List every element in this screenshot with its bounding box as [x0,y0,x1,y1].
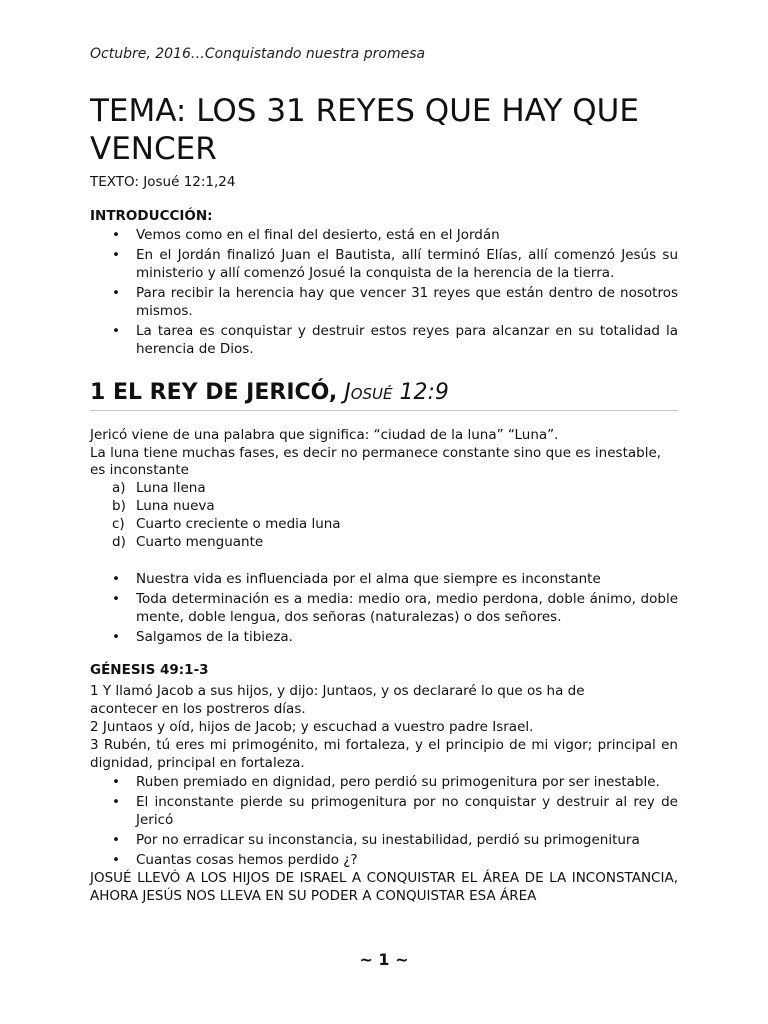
bullet-icon: • [112,852,120,868]
list-item: d) Cuarto menguante [112,534,264,550]
bullet-icon: • [112,832,120,848]
paragraph: Jericó viene de una palabra que significa: “ciudad de la luna” “Luna”. [90,427,559,443]
page-header: Octubre, 2016…Conquistando nuestra promesa [90,46,426,62]
texto-reference: TEXTO: Josué 12:1,24 [90,174,236,190]
paragraph: es inconstante [90,462,189,478]
bullet-icon: • [112,247,120,263]
list-item: • El inconstante pierde su primogenitura por no conquistar y destruir al rey de Jericó [112,794,678,828]
intro-heading: INTRODUCCIÓN: [90,208,213,224]
verse-text: 1 Y llamó Jacob a sus hijos, y dijo: Juntaos, y os declararé lo que os ha de [90,683,585,699]
list-item: • Ruben premiado en dignidad, pero perdió su primogenitura por ser inestable. [112,774,660,790]
section-heading-reference: Josué 12:9 [337,380,449,405]
list-item: • Vemos como en el final del desierto, está en el Jordán [112,227,500,243]
section-divider [90,410,678,411]
section-heading [90,380,449,405]
list-item: • Nuestra vida es influenciada por el alma que siempre es inconstante [112,571,601,587]
bullet-icon: • [112,227,120,243]
list-item: • Para recibir la herencia hay que vencer 31 reyes que están dentro de nosotros mismos. [112,285,678,319]
genesis-bullet-list [90,773,678,871]
bullet-icon: • [112,629,120,645]
moon-phases-list [90,479,341,551]
intro-bullet-list [90,226,678,360]
bullet-icon: • [112,571,120,587]
bullet-icon: • [112,774,120,790]
bullet-icon: • [112,794,120,810]
list-item: • Cuantas cosas hemos perdido ¿? [112,852,358,868]
list-item: • En el Jordán finalizó Juan el Bautista, allí terminó Elías, allí comenzó Jesús su ministerio y allí comenzó Josué la conquista de la herencia de la tierra. [112,247,678,281]
section-heading-title: 1 EL REY DE JERICÓ, [90,380,338,405]
list-item: • Salgamos de la tibieza. [112,629,293,645]
list-item: • Toda determinación es a media: medio ora, medio perdona, doble ánimo, doble mente, doble lengua, dos señoras (naturalezas) o dos señores. [112,591,678,625]
closing-statement: JOSUÉ LLEVÓ A LOS HIJOS DE ISRAEL A CONQUISTAR EL ÁREA DE LA INCONSTANCIA, AHORA JESÚS NOS LLEVA EN SU PODER A CONQUISTAR ESA ÁREA [90,870,678,904]
bullet-icon: • [112,285,120,301]
bullet-icon: • [112,591,120,607]
section1-bullet-list [90,570,678,648]
list-item: b) Luna nueva [112,498,215,514]
genesis-heading: GÉNESIS 49:1-3 [90,662,209,678]
verse-text: acontecer en los postreros días. [90,701,306,717]
page-number: ~ 1 ~ [359,950,409,969]
paragraph: La luna tiene muchas fases, es decir no permanece constante sino que es inestable, [90,445,662,461]
bullet-icon: • [112,323,120,339]
list-item: c) Cuarto creciente o media luna [112,516,341,532]
list-item: a) Luna llena [112,480,206,496]
list-item: • Por no erradicar su inconstancia, su inestabilidad, perdió su primogenitura [112,832,640,848]
verse-text: 2 Juntaos y oíd, hijos de Jacob; y escuchad a vuestro padre Israel. [90,719,534,735]
list-item: • La tarea es conquistar y destruir estos reyes para alcanzar en su totalidad la herencia de Dios. [112,323,678,357]
verse-text: 3 Rubén, tú eres mi primogénito, mi fortaleza, y el principio de mi vigor; principal en dignidad, principal en fortaleza. [90,737,678,771]
page-title: TEMA: LOS 31 REYES QUE HAY QUE VENCER [90,93,639,167]
